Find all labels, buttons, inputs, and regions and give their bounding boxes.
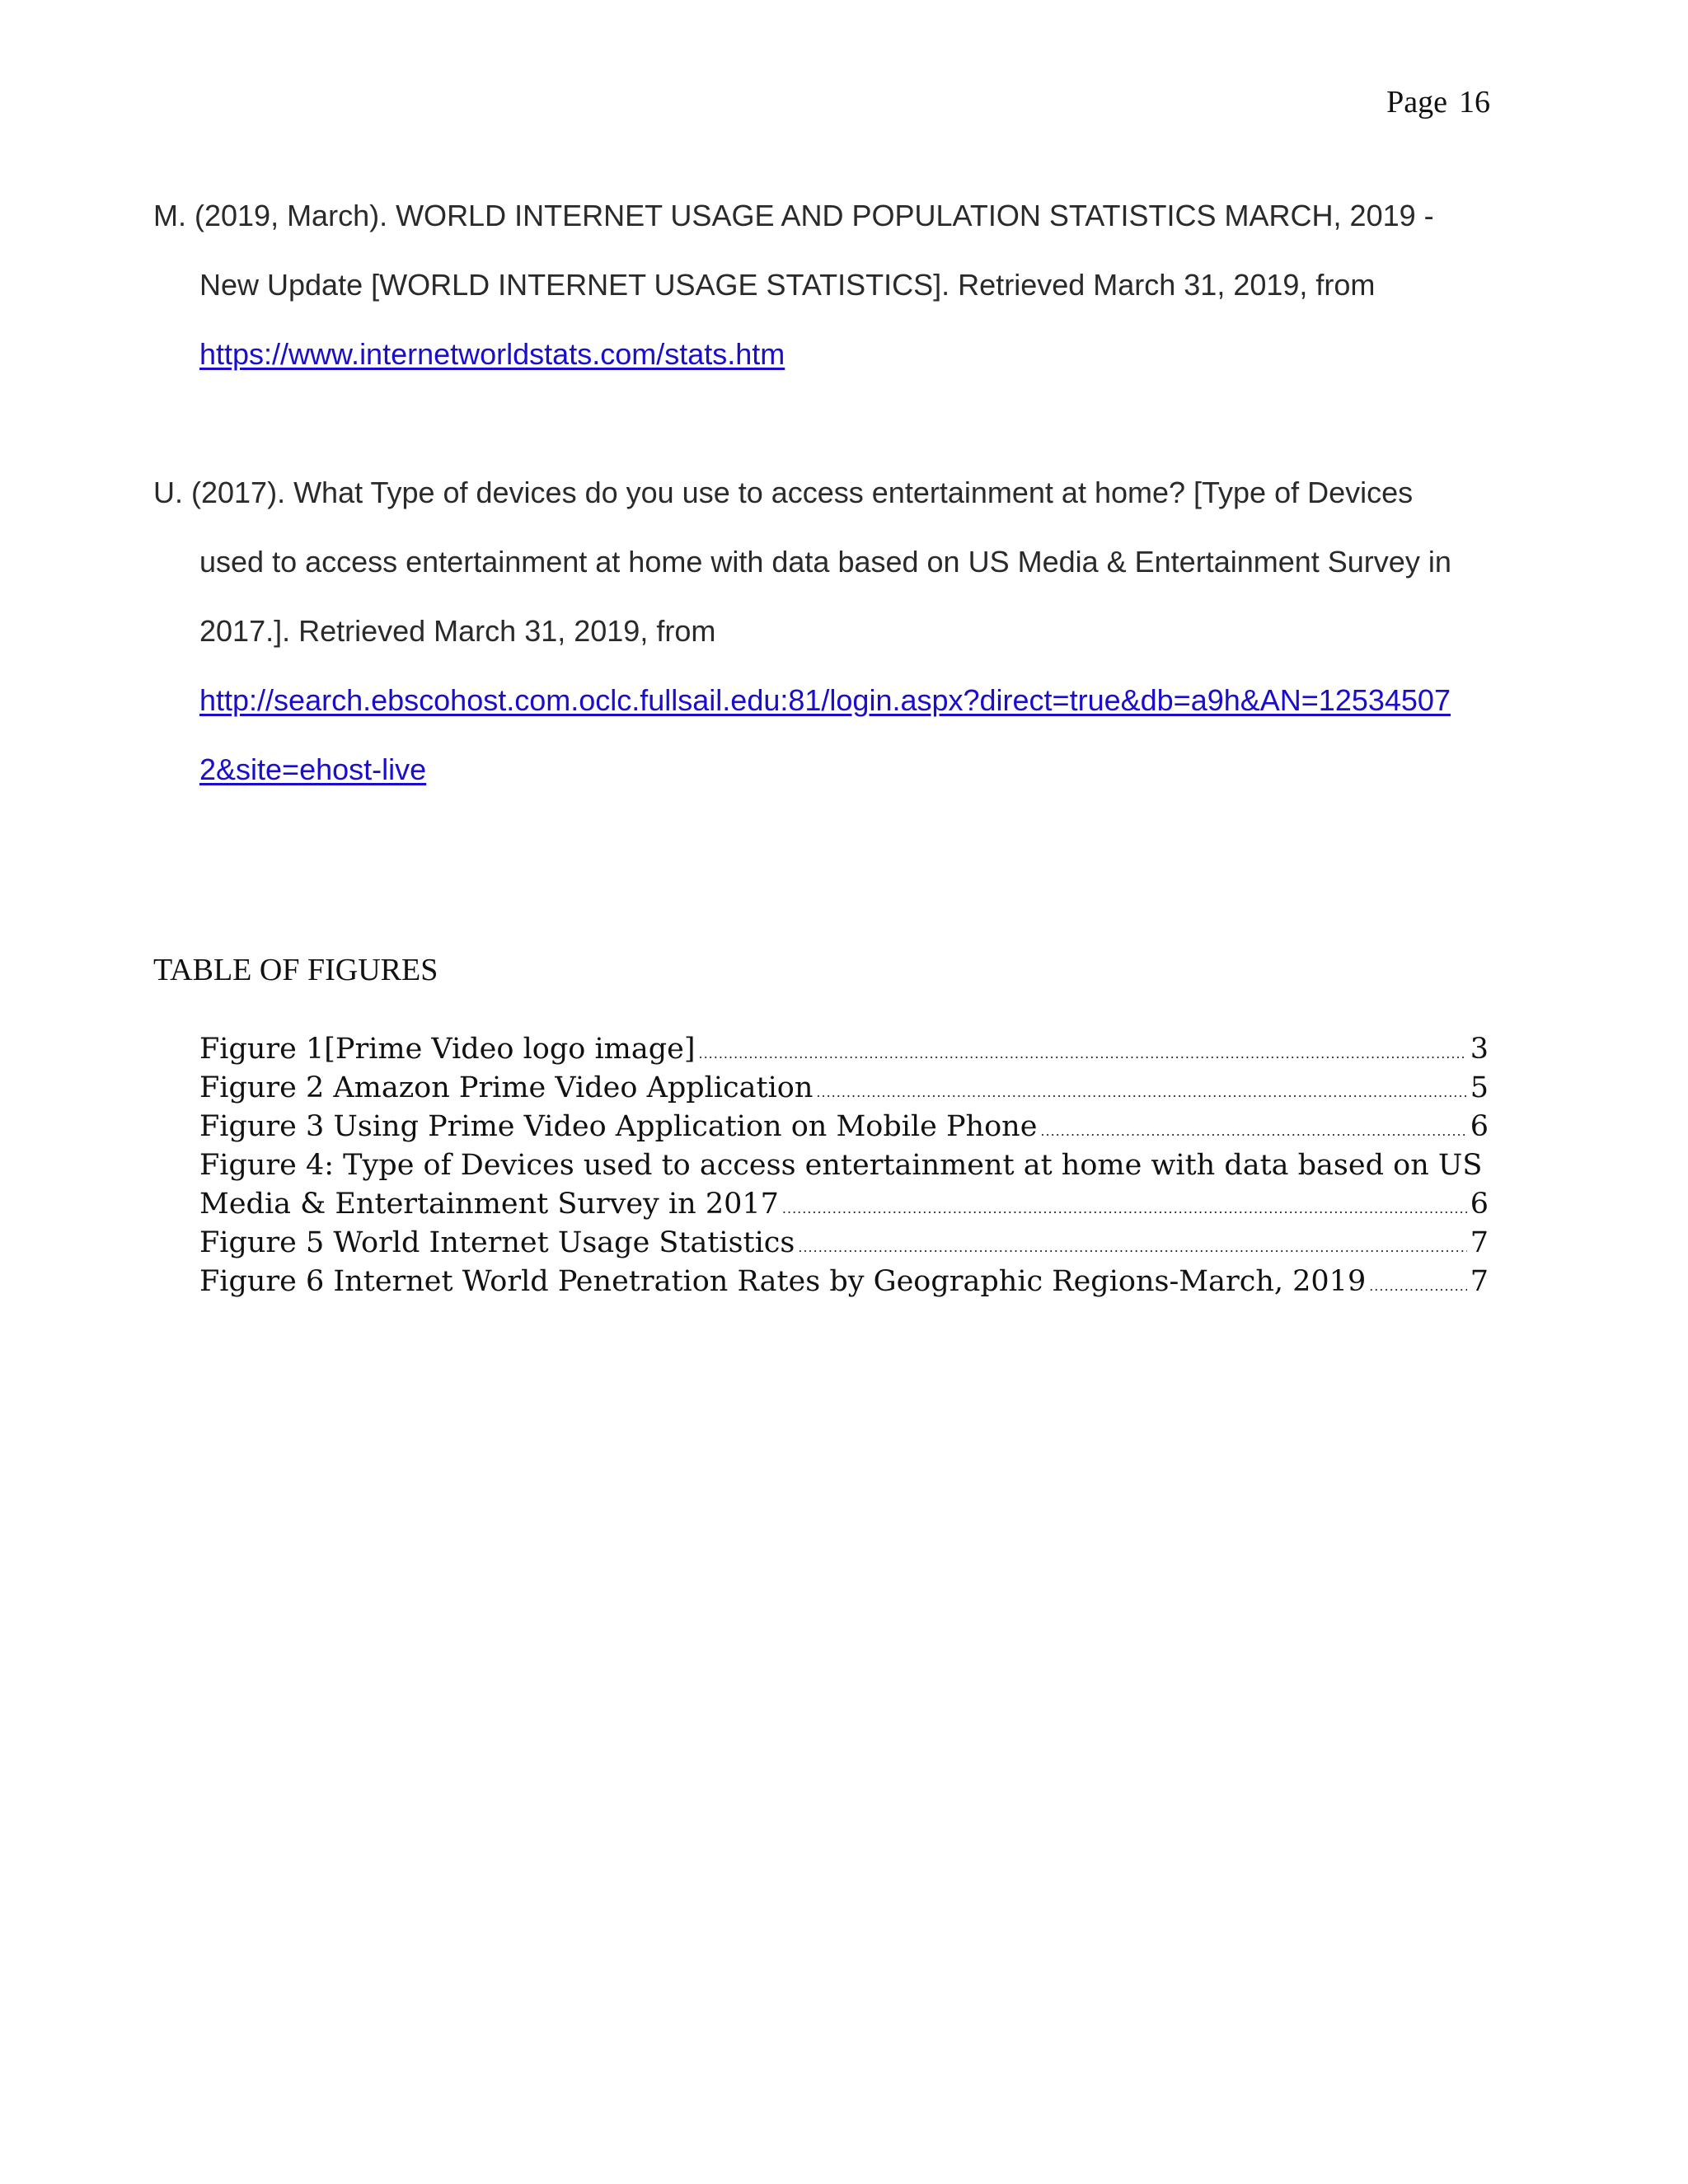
- reference-link-line: [153, 666, 1497, 735]
- tof-entry-page: 7: [1470, 1265, 1489, 1298]
- tof-entry-page: 5: [1470, 1071, 1489, 1104]
- reference-link[interactable]: 2&site=ehost-live: [199, 752, 427, 786]
- tof-entry-page: 3: [1470, 1033, 1489, 1066]
- tof-entry-page: 6: [1470, 1110, 1489, 1143]
- tof-dot-leader: [1040, 1112, 1466, 1151]
- reference-text-line: M. (2019, March). WORLD INTERNET USAGE AND POPULATION STATISTICS MARCH, 2019 -: [153, 199, 1434, 232]
- reference-link-line: [153, 320, 1497, 389]
- reference-text-line: used to access entertainment at home with data based on US Media & Entertainment Survey in: [199, 545, 1451, 579]
- tof-entry[interactable]: [199, 1185, 1489, 1224]
- reference-link[interactable]: http://search.ebscohost.com.oclc.fullsail.edu:81/login.aspx?direct=true&db=a9h&AN=12534507: [199, 683, 1451, 717]
- table-of-figures-heading: TABLE OF FIGURES: [153, 953, 438, 987]
- tof-entry-title-line[interactable]: Figure 4: Type of Devices used to access entertainment at home with data based on US: [199, 1149, 1483, 1182]
- tof-entry[interactable]: [199, 1108, 1489, 1146]
- tof-dot-leader: [798, 1228, 1466, 1267]
- tof-entry-title: Figure 2 Amazon Prime Video Application: [199, 1071, 814, 1104]
- reference-link-line: [153, 735, 1497, 804]
- tof-entry[interactable]: [199, 1224, 1489, 1263]
- reference-entry: [153, 181, 1497, 389]
- reference-text-line: New Update [WORLD INTERNET USAGE STATISTICS]. Retrieved March 31, 2019, from: [199, 268, 1376, 302]
- reference-text-line: 2017.]. Retrieved March 31, 2019, from: [199, 614, 716, 648]
- tof-dot-leader: [698, 1034, 1466, 1073]
- tof-entry-page: 6: [1470, 1188, 1489, 1221]
- reference-link[interactable]: https://www.internetworldstats.com/stats.htm: [199, 337, 785, 371]
- reference-entry: [153, 458, 1497, 804]
- tof-entry-title: Figure 6 Internet World Penetration Rates by Geographic Regions-March, 2019: [199, 1265, 1367, 1298]
- tof-dot-leader: [1369, 1267, 1467, 1305]
- page-header: [1386, 84, 1490, 120]
- tof-entry-title: Media & Entertainment Survey in 2017: [199, 1188, 779, 1221]
- table-of-figures-list: [199, 1030, 1489, 1301]
- tof-entry[interactable]: [199, 1263, 1489, 1301]
- tof-entry-title: Figure 3 Using Prime Video Application on Mobile Phone: [199, 1110, 1038, 1143]
- tof-entry-page: 7: [1470, 1226, 1489, 1259]
- page-number: 16: [1459, 85, 1490, 120]
- tof-entry-title: Figure 5 World Internet Usage Statistics: [199, 1226, 795, 1259]
- reference-text-line: U. (2017). What Type of devices do you use to access entertainment at home? [Type of Devices: [153, 476, 1414, 509]
- tof-entry[interactable]: [199, 1069, 1489, 1108]
- references-section: [153, 181, 1497, 874]
- tof-entry[interactable]: [199, 1030, 1489, 1069]
- tof-dot-leader: [816, 1073, 1466, 1112]
- tof-entry-title: Figure 1[Prime Video logo image]: [199, 1033, 696, 1066]
- page-label: Page: [1386, 85, 1447, 120]
- tof-dot-leader: [782, 1189, 1467, 1228]
